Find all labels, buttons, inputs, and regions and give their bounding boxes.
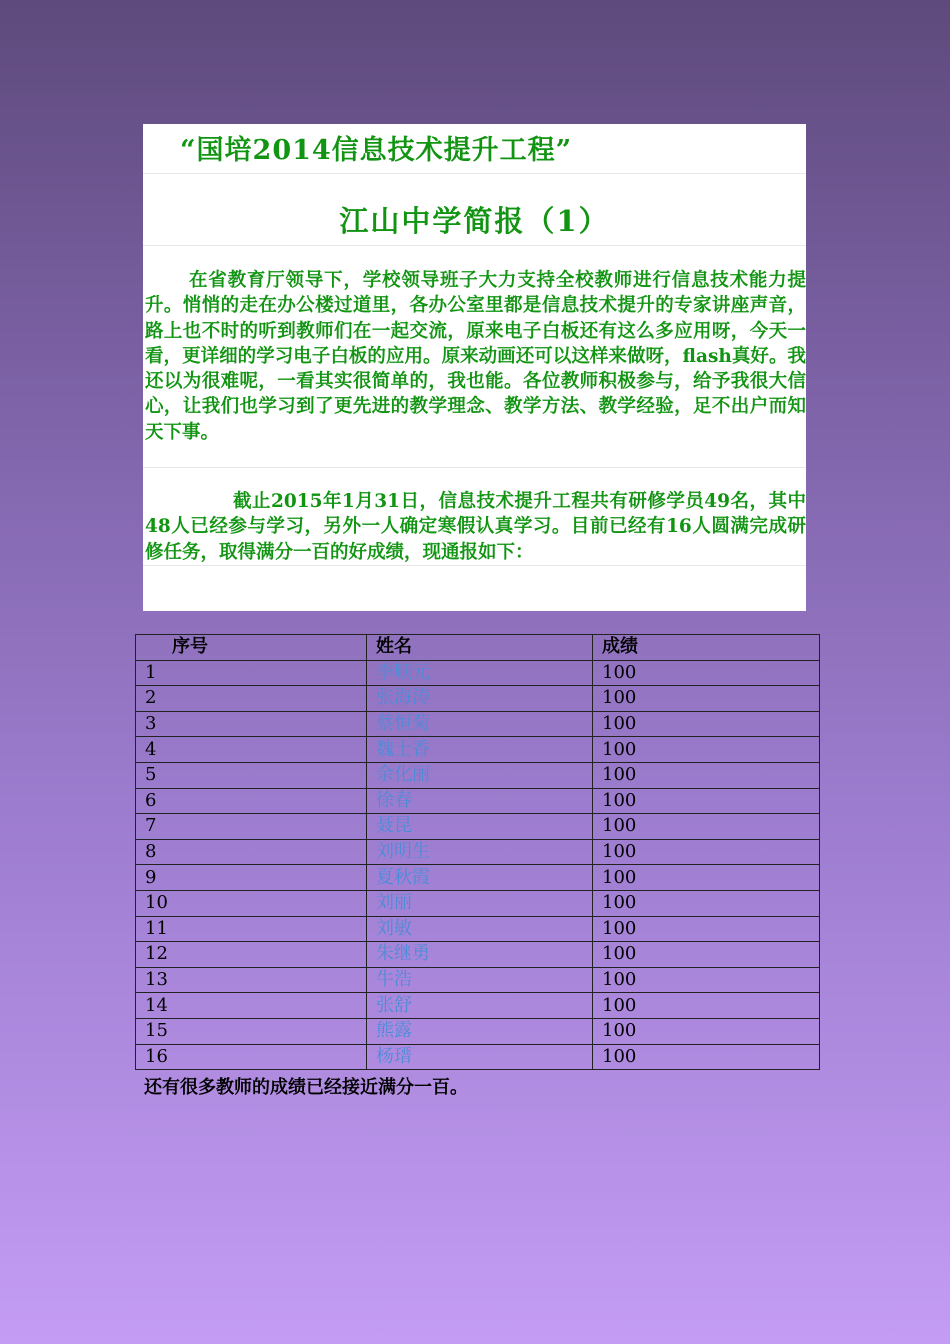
cell-name: 朱继勇 xyxy=(367,942,593,968)
document-subtitle: 江山中学简报（1） xyxy=(339,204,610,238)
cell-name: 余化丽 xyxy=(367,762,593,788)
table-row xyxy=(136,916,820,942)
cell-name: 魏士香 xyxy=(367,737,593,763)
cell-number: 9 xyxy=(136,865,367,891)
cell-score: 100 xyxy=(593,1044,820,1070)
table-row xyxy=(136,788,820,814)
cell-name: 刘丽 xyxy=(367,890,593,916)
table-row xyxy=(136,942,820,968)
cell-name: 刘明生 xyxy=(367,839,593,865)
cell-name: 刘敏 xyxy=(367,916,593,942)
table-row xyxy=(136,737,820,763)
cell-number: 14 xyxy=(136,993,367,1019)
cell-number: 8 xyxy=(136,839,367,865)
table-header-row xyxy=(136,635,820,661)
table-row xyxy=(136,1044,820,1070)
table-row xyxy=(136,1018,820,1044)
cell-number: 15 xyxy=(136,1018,367,1044)
cell-number: 6 xyxy=(136,788,367,814)
cell-number: 16 xyxy=(136,1044,367,1070)
cell-number: 10 xyxy=(136,890,367,916)
table-row xyxy=(136,967,820,993)
intro-paragraph: 在省教育厅领导下，学校领导班子大力支持全校教师进行信息技术能力提升。悄悄的走在办公楼过道里，各办公室里都是信息技术提升的专家讲座声音，路上也不时的听到教师们在一起交流，原来电子白板还有这么多应用呀，今天一看，更详细的学习电子白板的应用。原来动画还可以这样来做呀，flash真好。我还以为很难呢，一看其实很简单的，我也能。各位教师积极参与，给予我很大信心，让我们也学习到了更先进的教学理念、教学方法、教学经验，足不出户而知天下事。 xyxy=(145,270,806,443)
divider xyxy=(143,565,806,566)
cell-number: 11 xyxy=(136,916,367,942)
cell-number: 4 xyxy=(136,737,367,763)
cell-score: 100 xyxy=(593,839,820,865)
cell-number: 1 xyxy=(136,660,367,686)
table-row xyxy=(136,993,820,1019)
cell-score: 100 xyxy=(593,788,820,814)
column-header-score: 成绩 xyxy=(593,635,820,661)
cell-name: 聂昆 xyxy=(367,814,593,840)
cell-score: 100 xyxy=(593,711,820,737)
cell-score: 100 xyxy=(593,942,820,968)
cell-score: 100 xyxy=(593,737,820,763)
cell-name: 蔡恒菊 xyxy=(367,711,593,737)
cell-name: 张海涛 xyxy=(367,686,593,712)
cell-score: 100 xyxy=(593,865,820,891)
cell-name: 夏秋霞 xyxy=(367,865,593,891)
cell-score: 100 xyxy=(593,660,820,686)
footnote: 还有很多教师的成绩已经接近满分一百。 xyxy=(144,1077,468,1098)
table-row xyxy=(136,711,820,737)
table-row xyxy=(136,814,820,840)
report-panel xyxy=(143,124,806,611)
cell-score: 100 xyxy=(593,686,820,712)
table-row xyxy=(136,686,820,712)
table-row xyxy=(136,660,820,686)
divider xyxy=(143,245,806,246)
cell-score: 100 xyxy=(593,814,820,840)
divider xyxy=(143,467,806,468)
cell-number: 2 xyxy=(136,686,367,712)
column-header-name: 姓名 xyxy=(367,635,593,661)
cell-score: 100 xyxy=(593,762,820,788)
divider xyxy=(143,173,806,174)
table-row xyxy=(136,839,820,865)
table-row xyxy=(136,762,820,788)
cell-number: 3 xyxy=(136,711,367,737)
cell-name: 熊露 xyxy=(367,1018,593,1044)
table-row xyxy=(136,865,820,891)
cell-number: 13 xyxy=(136,967,367,993)
cell-number: 12 xyxy=(136,942,367,968)
cell-score: 100 xyxy=(593,916,820,942)
column-header-number: 序号 xyxy=(136,635,367,661)
cell-name: 李顺元 xyxy=(367,660,593,686)
table-row xyxy=(136,890,820,916)
cell-score: 100 xyxy=(593,890,820,916)
cell-name: 徐春 xyxy=(367,788,593,814)
cell-score: 100 xyxy=(593,993,820,1019)
cell-score: 100 xyxy=(593,967,820,993)
cell-number: 7 xyxy=(136,814,367,840)
score-table xyxy=(135,634,820,1070)
cell-name: 杨瑨 xyxy=(367,1044,593,1070)
cell-number: 5 xyxy=(136,762,367,788)
cell-name: 牛浩 xyxy=(367,967,593,993)
table-body xyxy=(136,660,820,1070)
cell-score: 100 xyxy=(593,1018,820,1044)
document-title: “国培2014信息技术提升工程” xyxy=(180,135,573,166)
summary-paragraph: 截止2015年1月31日，信息技术提升工程共有研修学员49名，其中48人已经参与学习，另外一人确定寒假认真学习。目前已经有16人圆满完成研修任务，取得满分一百的好成绩，现通报如下： xyxy=(145,491,806,563)
cell-name: 张舒 xyxy=(367,993,593,1019)
